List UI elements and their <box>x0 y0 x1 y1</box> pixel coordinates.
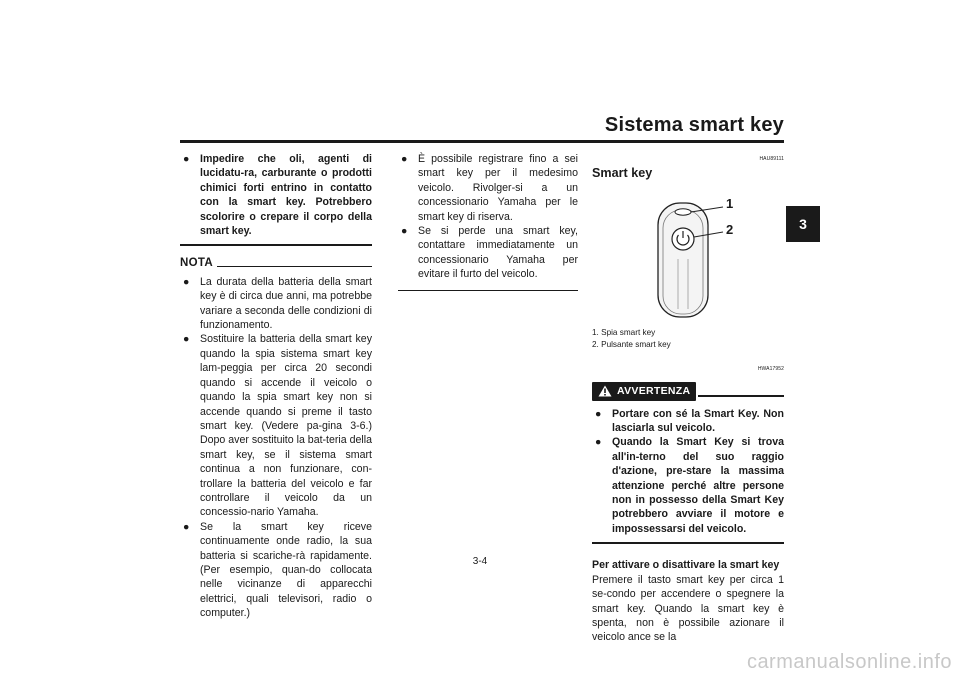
warning-bullet <box>592 435 784 536</box>
subheading: Per attivare o disattivare la smart key <box>592 559 780 572</box>
bullet-text: Quando la Smart Key si trova all'in-terno del suo raggio d'azione, pre-stare la massima attenzione perché altre persone non in possesso della Smart Key potrebbero avviare il motore e impossessarsi del veicolo. <box>612 436 784 535</box>
warning-triangle-icon <box>598 385 612 397</box>
warning-badge <box>592 382 696 400</box>
bullet-icon: ● <box>595 436 602 449</box>
header-rule <box>180 140 784 143</box>
section-title: Smart key <box>592 166 653 181</box>
warning-header-line <box>698 395 784 397</box>
column-left <box>180 152 372 621</box>
nota-bullet <box>398 224 578 282</box>
smart-key-figure <box>592 181 784 321</box>
nota-bullet <box>398 152 578 224</box>
bullet-text: È possibile registrare fino a sei smart key per il medesimo veicolo. Rivolger-si a un concessionario Yamaha per le smart key di riserva. <box>418 153 578 223</box>
watermark: carmanualsonline.info <box>746 651 952 673</box>
bullet-text: Se si perde una smart key, contattare immediatamente un concessionario Yamaha per evitare il furto del veicolo. <box>418 225 578 281</box>
page-header-title: Sistema smart key <box>604 114 784 136</box>
nota-line <box>217 266 372 267</box>
warning-end-rule <box>592 542 784 544</box>
bullet-icon: ● <box>183 275 190 288</box>
nota-end-rule <box>398 290 578 291</box>
bullet-text: Portare con sé la Smart Key. Non lasciarla sul veicolo. <box>612 407 784 435</box>
bullet-text: Sostituire la batteria della smart key quando la spia sistema smart key lam-peggia per circa 20 secondi quando si accende il veicolo o quando la spia smart key non si accende quando si preme il tasto smart key. (Vedere pa-gina 3-6.) Dopo aver sostituito la bat-teria della smart key, se il sistema smart continua a non funzionare, con-trollare la batteria del veicolo e far controllare il veicolo da un concessio-nario Yamaha. <box>200 333 372 519</box>
bullet-icon: ● <box>183 520 190 533</box>
figure-captions <box>592 327 784 352</box>
chapter-tab: 3 <box>786 206 820 242</box>
column-right <box>592 152 784 645</box>
caption-item: 1. Spia smart key <box>592 327 656 337</box>
nota-label: NOTA <box>180 257 213 270</box>
bullet-text: La durata della batteria della smart key è di circa due anni, ma potrebbe variare a seconda delle condizioni di funzionamento. <box>200 275 372 332</box>
warning-header <box>592 382 784 400</box>
warning-label: AVVERTENZA <box>617 385 691 398</box>
bullet-icon: ● <box>183 333 190 346</box>
bullet-text: Se la smart key riceve continuamente onde radio, la sua batteria si scariche-rà rapidamente. (Per esempio, quan-do collocata nelle vicinanze di apparecchi elettrici, quali televisori, radio o computer.) <box>200 520 372 620</box>
column-middle <box>398 152 578 291</box>
reference-code: HAU89111 <box>759 156 784 162</box>
warning-bullet <box>180 152 372 238</box>
bullet-icon: ● <box>183 153 190 165</box>
warning-end-rule <box>180 244 372 246</box>
bullet-icon: ● <box>401 153 408 165</box>
warning-bullet <box>592 407 784 436</box>
page-number: 3-4 <box>472 556 488 567</box>
body-paragraph: Premere il tasto smart key per circa 1 se-condo per accendere o spegnere la smart key. Quando la smart key è spenta, non è possibile azionare il veicolo ance se la <box>592 573 784 644</box>
nota-bullet <box>180 275 372 333</box>
nota-header <box>180 256 372 270</box>
warning-list <box>592 407 784 537</box>
bullet-icon: ● <box>401 225 408 238</box>
caption-item: 2. Pulsante smart key <box>592 340 671 350</box>
nota-bullet <box>180 332 372 519</box>
bullet-icon: ● <box>595 407 602 420</box>
callout-label: 2 <box>726 221 734 237</box>
nota-bullet <box>180 520 372 621</box>
smart-key-illustration <box>592 181 784 321</box>
reference-code: HWA17952 <box>757 365 784 372</box>
bullet-text: Impedire che oli, agenti di lucidatu-ra, carburante o prodotti chimici forti entrino in contatto con la smart key. Potrebbero scolorire o crepare il corpo della smart key. <box>200 153 372 238</box>
callout-label: 1 <box>726 195 734 211</box>
